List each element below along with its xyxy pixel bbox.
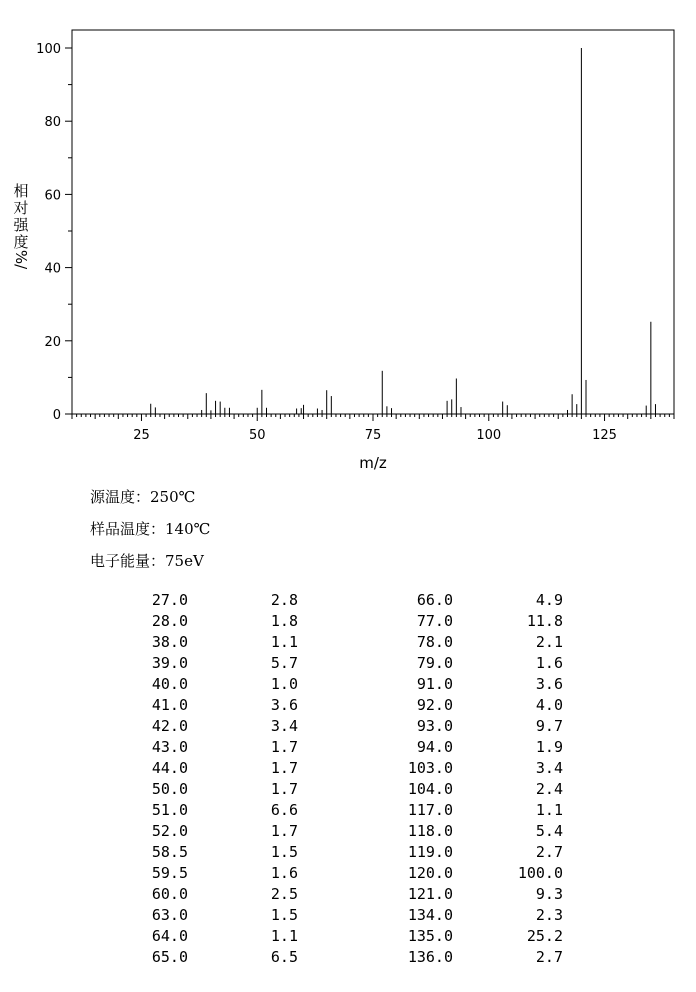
table-row bbox=[120, 590, 298, 611]
intensity-value: 2.5 bbox=[270, 885, 298, 903]
table-row bbox=[383, 632, 563, 653]
table-row bbox=[383, 884, 563, 905]
intensity-value: 5.7 bbox=[270, 654, 298, 672]
mz-value: 120.0 bbox=[407, 864, 453, 882]
y-tick-label: 20 bbox=[44, 334, 61, 350]
table-row bbox=[383, 737, 563, 758]
table-row bbox=[383, 590, 563, 611]
intensity-value: 2.3 bbox=[535, 906, 563, 924]
mz-value: 44.0 bbox=[151, 759, 188, 777]
mz-value: 38.0 bbox=[151, 633, 188, 651]
table-row bbox=[120, 758, 298, 779]
table-row bbox=[120, 695, 298, 716]
table-row bbox=[383, 821, 563, 842]
sample-temperature: 样品温度：140℃ bbox=[90, 520, 211, 538]
intensity-value: 100.0 bbox=[517, 864, 563, 882]
intensity-value: 1.9 bbox=[535, 738, 563, 756]
mz-value: 94.0 bbox=[416, 738, 453, 756]
intensity-value: 2.7 bbox=[535, 843, 563, 861]
table-row bbox=[383, 674, 563, 695]
table-row bbox=[120, 926, 298, 947]
intensity-value: 6.6 bbox=[270, 801, 298, 819]
intensity-value: 1.1 bbox=[535, 801, 563, 819]
table-row bbox=[383, 653, 563, 674]
source-temperature: 源温度：250℃ bbox=[90, 488, 196, 506]
table-row bbox=[383, 611, 563, 632]
y-tick-label: 60 bbox=[44, 188, 61, 204]
intensity-value: 2.7 bbox=[535, 948, 563, 966]
intensity-value: 3.4 bbox=[270, 717, 298, 735]
table-row bbox=[383, 947, 563, 968]
intensity-value: 1.7 bbox=[270, 822, 298, 840]
mz-value: 117.0 bbox=[407, 801, 453, 819]
mz-value: 51.0 bbox=[151, 801, 188, 819]
mz-value: 91.0 bbox=[416, 675, 453, 693]
y-axis-label-char-3: 强 bbox=[13, 216, 29, 234]
peak-table-right bbox=[383, 590, 563, 968]
y-axis-label-char-1: 相 bbox=[13, 182, 29, 200]
table-row bbox=[120, 737, 298, 758]
table-row bbox=[120, 611, 298, 632]
table-row bbox=[120, 716, 298, 737]
intensity-value: 1.6 bbox=[270, 864, 298, 882]
intensity-value: 1.6 bbox=[535, 654, 563, 672]
intensity-value: 25.2 bbox=[526, 927, 563, 945]
x-tick-label: 75 bbox=[364, 428, 382, 443]
mz-value: 52.0 bbox=[151, 822, 188, 840]
intensity-value: 9.3 bbox=[535, 885, 563, 903]
y-minor-ticks bbox=[68, 85, 72, 378]
peak-table-left bbox=[120, 590, 298, 968]
table-row bbox=[120, 821, 298, 842]
y-axis-label-unit: %/ bbox=[12, 249, 31, 270]
intensity-value: 3.6 bbox=[270, 696, 298, 714]
y-axis-label-char-4: 度 bbox=[13, 233, 29, 251]
x-tick-label: 100 bbox=[476, 428, 502, 443]
intensity-value: 1.7 bbox=[270, 780, 298, 798]
x-tick-label: 50 bbox=[248, 428, 266, 443]
peak-bars bbox=[151, 48, 656, 414]
mz-value: 78.0 bbox=[416, 633, 453, 651]
intensity-value: 3.6 bbox=[535, 675, 563, 693]
table-row bbox=[383, 779, 563, 800]
intensity-value: 1.1 bbox=[270, 633, 298, 651]
mz-value: 134.0 bbox=[407, 906, 453, 924]
mz-value: 27.0 bbox=[151, 591, 188, 609]
table-row bbox=[120, 947, 298, 968]
mz-value: 79.0 bbox=[416, 654, 453, 672]
mz-value: 50.0 bbox=[151, 780, 188, 798]
table-row bbox=[383, 695, 563, 716]
table-row bbox=[383, 800, 563, 821]
table-row bbox=[383, 905, 563, 926]
mz-value: 92.0 bbox=[416, 696, 453, 714]
x-tick-label: 25 bbox=[133, 428, 150, 443]
table-row bbox=[120, 653, 298, 674]
intensity-value: 1.1 bbox=[270, 927, 298, 945]
x-tick-label: 125 bbox=[592, 428, 617, 443]
mz-value: 118.0 bbox=[407, 822, 453, 840]
intensity-value: 1.5 bbox=[270, 906, 298, 924]
plot-frame bbox=[72, 30, 674, 414]
table-row bbox=[120, 905, 298, 926]
y-axis-ticks bbox=[36, 42, 72, 423]
mz-value: 103.0 bbox=[407, 759, 453, 777]
x-axis-ticks bbox=[133, 414, 617, 443]
mz-value: 43.0 bbox=[151, 738, 188, 756]
mz-value: 135.0 bbox=[407, 927, 453, 945]
intensity-value: 9.7 bbox=[535, 717, 563, 735]
intensity-value: 1.0 bbox=[270, 675, 298, 693]
intensity-value: 1.7 bbox=[270, 759, 298, 777]
mz-value: 65.0 bbox=[151, 948, 188, 966]
intensity-value: 4.0 bbox=[535, 696, 563, 714]
table-row bbox=[120, 674, 298, 695]
intensity-value: 2.4 bbox=[535, 780, 563, 798]
table-row bbox=[383, 926, 563, 947]
mz-value: 66.0 bbox=[416, 591, 453, 609]
intensity-value: 6.5 bbox=[270, 948, 298, 966]
table-row bbox=[120, 863, 298, 884]
intensity-value: 1.5 bbox=[270, 843, 298, 861]
table-row bbox=[383, 842, 563, 863]
mz-value: 64.0 bbox=[151, 927, 188, 945]
mz-value: 119.0 bbox=[407, 843, 453, 861]
table-row bbox=[120, 884, 298, 905]
mz-value: 28.0 bbox=[151, 612, 188, 630]
mz-value: 39.0 bbox=[151, 654, 188, 672]
y-tick-label: 100 bbox=[36, 42, 61, 57]
mz-value: 136.0 bbox=[407, 948, 453, 966]
mz-value: 93.0 bbox=[416, 717, 453, 735]
intensity-value: 5.4 bbox=[535, 822, 563, 840]
y-tick-label: 40 bbox=[44, 261, 61, 277]
table-row bbox=[120, 632, 298, 653]
y-tick-label: 0 bbox=[52, 408, 61, 423]
table-row bbox=[383, 758, 563, 779]
y-tick-label: 80 bbox=[44, 115, 61, 131]
y-axis-label-char-2: 对 bbox=[13, 199, 29, 217]
mz-value: 104.0 bbox=[407, 780, 453, 798]
intensity-value: 2.8 bbox=[270, 591, 298, 609]
x-axis-label: m/z bbox=[359, 454, 387, 472]
intensity-value: 3.4 bbox=[535, 759, 563, 777]
mz-value: 60.0 bbox=[151, 885, 188, 903]
electron-energy: 电子能量：75eV bbox=[90, 552, 204, 570]
intensity-value: 2.1 bbox=[535, 633, 563, 651]
y-axis-label bbox=[10, 183, 32, 268]
mz-value: 40.0 bbox=[151, 675, 188, 693]
intensity-value: 11.8 bbox=[526, 612, 563, 630]
intensity-value: 1.7 bbox=[270, 738, 298, 756]
mass-spectrum-chart bbox=[0, 0, 696, 480]
mz-value: 63.0 bbox=[151, 906, 188, 924]
table-row bbox=[383, 716, 563, 737]
table-row bbox=[120, 842, 298, 863]
mz-value: 59.5 bbox=[151, 864, 188, 882]
intensity-value: 1.8 bbox=[270, 612, 298, 630]
mz-value: 77.0 bbox=[416, 612, 453, 630]
table-row bbox=[120, 779, 298, 800]
mz-value: 41.0 bbox=[151, 696, 188, 714]
intensity-value: 4.9 bbox=[535, 591, 563, 609]
mz-value: 58.5 bbox=[151, 843, 188, 861]
mz-value: 42.0 bbox=[151, 717, 188, 735]
mz-value: 121.0 bbox=[407, 885, 453, 903]
table-row bbox=[383, 863, 563, 884]
table-row bbox=[120, 800, 298, 821]
